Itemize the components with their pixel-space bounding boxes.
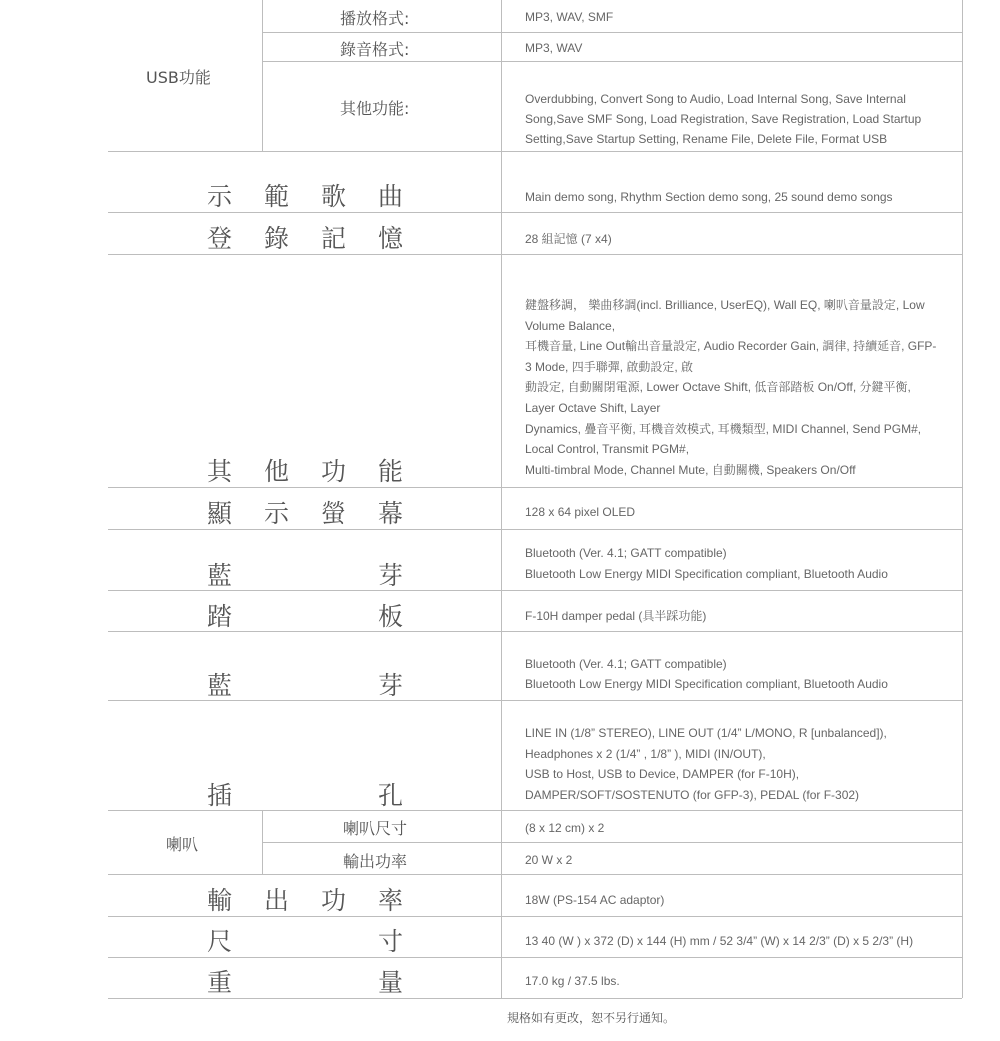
record-format-value: MP3, WAV (525, 41, 583, 55)
record-format-label: 錄音格式: (340, 40, 410, 59)
demo-songs-label: 示 範 歌 曲 (207, 182, 403, 211)
row-divider (262, 61, 962, 62)
output-power-label: 輸 出 功 率 (207, 886, 403, 915)
column-divider (262, 0, 263, 151)
speaker-group-label: 喇叭 (166, 835, 199, 854)
display-value: 128 x 64 pixel OLED (525, 505, 636, 519)
bluetooth-value-line: Bluetooth Low Energy MIDI Specification compliant, Bluetooth Audio (525, 677, 888, 691)
playback-format-label: 播放格式: (340, 9, 410, 28)
weight-label: 重 量 (207, 968, 403, 997)
other-functions-line: 耳機音量, Line Out輸出音量設定, Audio Recorder Gain, 調律, 持續延音, GFP- (525, 339, 937, 353)
jacks-value-line: Headphones x 2 (1/4” , 1/8” ), MIDI (IN/OUT), (525, 747, 766, 761)
pedal-value: F-10H damper pedal (具半踩功能) (525, 609, 707, 623)
pedal-label: 踏 板 (207, 602, 403, 631)
dimensions-label: 尺 寸 (207, 927, 403, 956)
other-functions-line: Layer Octave Shift, Layer (525, 401, 661, 415)
playback-format-value: MP3, WAV, SMF (525, 10, 614, 24)
speaker-size-label: 喇叭尺寸 (343, 819, 408, 838)
bluetooth-value-line: Bluetooth Low Energy MIDI Specification compliant, Bluetooth Audio (525, 567, 888, 581)
speaker-output-label: 輸出功率 (343, 852, 408, 871)
jacks-value-line: USB to Host, USB to Device, DAMPER (for F-10H), (525, 767, 800, 781)
output-power-value: 18W (PS-154 AC adaptor) (525, 893, 665, 907)
other-functions-line: 3 Mode, 四手聯彈, 啟動設定, 啟 (525, 360, 694, 374)
usb-other-functions-line: Song,Save SMF Song, Load Registration, Save Registration, Load Startup (525, 112, 922, 126)
other-functions-line: Multi-timbral Mode, Channel Mute, 自動關機, Speakers On/Off (525, 463, 856, 477)
other-functions-line: 動設定, 自動關閉電源, Lower Octave Shift, 低音部踏板 On/Off, 分鍵平衡, (525, 380, 911, 394)
row-divider (108, 874, 962, 875)
other-functions-line: Volume Balance, (525, 319, 616, 333)
dimensions-value: 13 40 (W ) x 372 (D) x 144 (H) mm / 52 3/4” (W) x 14 2/3” (D) x 5 2/3” (H) (525, 934, 914, 948)
registration-memory-value: 28 組記憶 (7 x4) (525, 232, 612, 246)
other-functions-line: 鍵盤移調， 樂曲移調(incl. Brilliance, UserEQ), Wall EQ, 喇叭音量設定, Low (525, 298, 925, 312)
speaker-output-value: 20 W x 2 (525, 853, 573, 867)
jacks-value-line: LINE IN (1/8” STEREO), LINE OUT (1/4” L/MONO, R [unbalanced]), (525, 726, 887, 740)
jacks-label: 插 孔 (207, 781, 403, 810)
speaker-size-value: (8 x 12 cm) x 2 (525, 821, 605, 835)
column-divider (262, 810, 263, 874)
display-label: 顯 示 螢 幕 (207, 499, 403, 528)
usb-group-label: USB功能 (146, 68, 211, 87)
row-divider (262, 842, 962, 843)
row-divider (108, 151, 962, 152)
usb-other-functions-label: 其他功能: (340, 99, 410, 118)
bluetooth-value-line: Bluetooth (Ver. 4.1; GATT compatible) (525, 546, 727, 560)
other-functions-line: Dynamics, 疊音平衡, 耳機音效模式, 耳機類型, MIDI Channel, Send PGM#, (525, 422, 922, 436)
usb-other-functions-line: Overdubbing, Convert Song to Audio, Load Internal Song, Save Internal (525, 92, 906, 106)
other-functions-line: Local Control, Transmit PGM#, (525, 442, 690, 456)
registration-memory-label: 登 錄 記 憶 (207, 224, 403, 253)
bluetooth-value-line: Bluetooth (Ver. 4.1; GATT compatible) (525, 657, 727, 671)
bluetooth-label: 藍 芽 (207, 671, 403, 700)
footnote: 規格如有更改，恕不另行通知。 (507, 1011, 676, 1025)
weight-value: 17.0 kg / 37.5 lbs. (525, 974, 620, 988)
column-divider (501, 0, 502, 998)
usb-other-functions-line: Setting,Save Startup Setting, Rename File, Delete File, Format USB (525, 132, 888, 146)
demo-songs-value: Main demo song, Rhythm Section demo song, 25 sound demo songs (525, 190, 893, 204)
jacks-value-line: DAMPER/SOFT/SOSTENUTO (for GFP-3), PEDAL (for F-302) (525, 788, 860, 802)
bluetooth-label: 藍 芽 (207, 561, 403, 590)
row-divider (262, 32, 962, 33)
other-functions-label: 其 他 功 能 (207, 457, 403, 486)
table-right-border (962, 0, 963, 998)
